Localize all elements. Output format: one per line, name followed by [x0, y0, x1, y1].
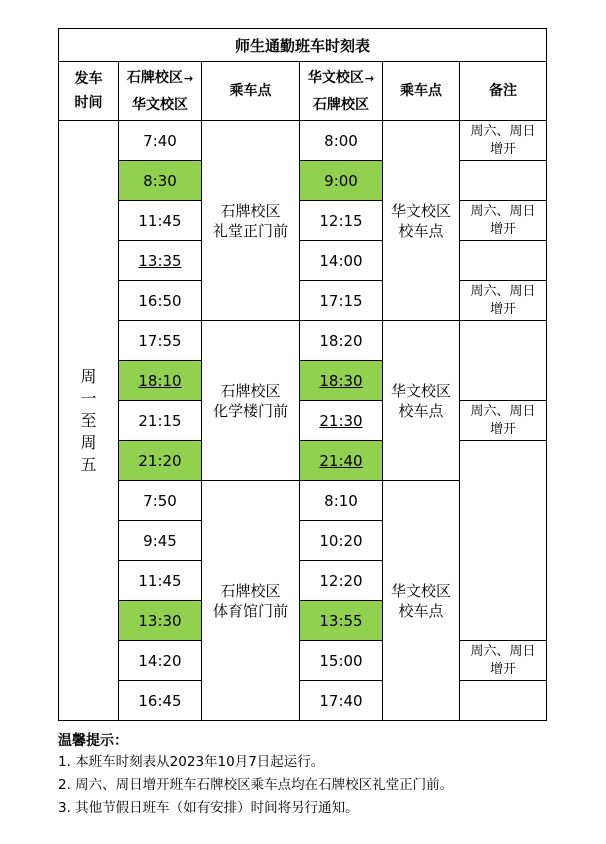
boarding-point-stop1-group-1: 石牌校区 礼堂正门前 — [202, 121, 300, 321]
departure-time-shipai: 7:40 — [119, 121, 202, 161]
table-row — [59, 641, 547, 681]
tips-title: 温馨提示： — [58, 733, 128, 749]
header-stop-2: 乘车点 — [383, 62, 460, 121]
header-stop-1: 乘车点 — [202, 62, 300, 121]
table-row — [59, 161, 547, 201]
departure-time-huawen: 10:20 — [300, 521, 383, 561]
departure-time-shipai: 11:45 — [119, 561, 202, 601]
departure-time-shipai: 21:20 — [119, 441, 202, 481]
departure-time-huawen: 8:10 — [300, 481, 383, 521]
note-cell — [460, 321, 547, 401]
departure-time-shipai: 9:45 — [119, 521, 202, 561]
table-title: 师生通勤班车时刻表 — [59, 29, 547, 62]
departure-time-shipai: 13:35 — [119, 241, 202, 281]
note-cell — [460, 681, 547, 721]
departure-time-huawen: 17:40 — [300, 681, 383, 721]
note-cell — [460, 161, 547, 201]
schedule-table — [58, 28, 547, 721]
departure-time-huawen: 13:55 — [300, 601, 383, 641]
arrow-right-icon: → — [183, 71, 194, 85]
departure-time-huawen: 21:40 — [300, 441, 383, 481]
note-cell — [460, 241, 547, 281]
departure-time-shipai: 18:10 — [119, 361, 202, 401]
weekday-range: 周 一 至 周 五 — [59, 121, 119, 721]
departure-time-shipai: 16:45 — [119, 681, 202, 721]
table-row — [59, 401, 547, 441]
note-cell — [460, 441, 547, 641]
tip-item-1: 1. 本班车时刻表从2023年10月7日起运行。 — [58, 754, 325, 770]
tip-item-3: 3. 其他节假日班车（如有安排）时间将另行通知。 — [58, 800, 359, 816]
note-cell: 周六、周日 增开 — [460, 201, 547, 241]
departure-time-shipai: 21:15 — [119, 401, 202, 441]
table-row — [59, 201, 547, 241]
departure-time-huawen: 12:20 — [300, 561, 383, 601]
departure-time-huawen: 15:00 — [300, 641, 383, 681]
boarding-point-stop1-group-3: 石牌校区 体育馆门前 — [202, 481, 300, 721]
boarding-point-stop1-group-2: 石牌校区 化学楼门前 — [202, 321, 300, 481]
departure-time-shipai: 16:50 — [119, 281, 202, 321]
departure-time-huawen: 12:15 — [300, 201, 383, 241]
departure-time-huawen: 14:00 — [300, 241, 383, 281]
table-row — [59, 241, 547, 281]
departure-time-huawen: 9:00 — [300, 161, 383, 201]
departure-time-huawen: 21:30 — [300, 401, 383, 441]
table-row — [59, 281, 547, 321]
arrow-right-icon: → — [364, 71, 375, 85]
departure-time-huawen: 8:00 — [300, 121, 383, 161]
departure-time-shipai: 14:20 — [119, 641, 202, 681]
note-cell: 周六、周日 增开 — [460, 121, 547, 161]
departure-time-huawen: 17:15 — [300, 281, 383, 321]
table-row — [59, 321, 547, 361]
header-route-shipai-to-huawen: 石牌校区→ 华文校区 — [119, 62, 202, 121]
note-cell: 周六、周日 增开 — [460, 641, 547, 681]
departure-time-shipai: 8:30 — [119, 161, 202, 201]
header-depart-time: 发车 时间 — [59, 62, 119, 121]
header-note: 备注 — [460, 62, 547, 121]
departure-time-shipai: 7:50 — [119, 481, 202, 521]
departure-time-shipai: 13:30 — [119, 601, 202, 641]
boarding-point-stop2-group-1: 华文校区 校车点 — [383, 121, 460, 321]
header-route-huawen-to-shipai: 华文校区→ 石牌校区 — [300, 62, 383, 121]
departure-time-shipai: 11:45 — [119, 201, 202, 241]
tips-section — [58, 731, 598, 820]
boarding-point-stop2-group-2: 华文校区 校车点 — [383, 321, 460, 481]
departure-time-huawen: 18:20 — [300, 321, 383, 361]
table-row — [59, 681, 547, 721]
note-cell: 周六、周日 增开 — [460, 281, 547, 321]
table-row — [59, 121, 547, 161]
departure-time-shipai: 17:55 — [119, 321, 202, 361]
tip-item-2: 2. 周六、周日增开班车石牌校区乘车点均在石牌校区礼堂正门前。 — [58, 777, 454, 793]
note-cell: 周六、周日 增开 — [460, 401, 547, 441]
departure-time-huawen: 18:30 — [300, 361, 383, 401]
boarding-point-stop2-group-3: 华文校区 校车点 — [383, 481, 460, 721]
table-row — [59, 441, 547, 481]
